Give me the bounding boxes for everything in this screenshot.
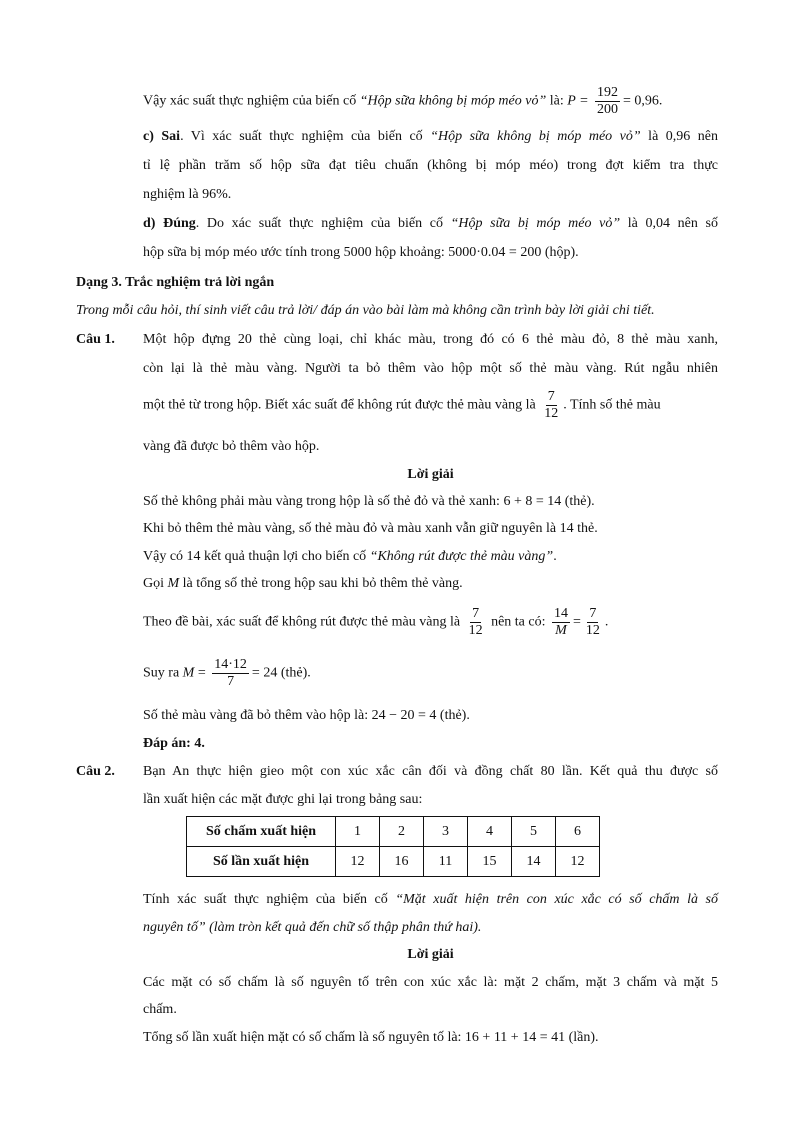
q1-solution-step-6: Suy ra M = $\frac{14\cdot 12}{7}$ = 24 (thẻ). <box>143 657 311 689</box>
q1-solution-step-1: Số thẻ không phải màu vàng trong hộp là số thẻ đỏ và thẻ xanh: 6 + 8 = 14 (thẻ). <box>143 494 595 509</box>
fraction-14-m: $\frac{14}{M}$ <box>553 606 568 638</box>
table-cell: 11 <box>424 847 468 877</box>
part-b-conclusion: Vậy xác suất thực nghiệm của biến cố “Hộp sữa không bị móp méo vỏ” là: P = $\frac{192}{200}$ = 0,96. <box>143 85 663 117</box>
question-1-line-3: một thẻ từ trong hộp. Biết xác suất để không rút được thẻ màu vàng là $\frac{7}{12}$ . Tính số thẻ màu <box>143 389 661 421</box>
fraction-14x12-7: $\frac{14\cdot 12}{7}$ <box>214 657 247 689</box>
q2-solution-step-2: chấm. <box>143 1002 177 1017</box>
q1-solution-step-4: Gọi M là tổng số thẻ trong hộp sau khi bỏ thêm thẻ vàng. <box>143 576 463 591</box>
table-header-cell: Số chấm xuất hiện <box>187 817 336 847</box>
dice-frequency-table <box>186 816 600 877</box>
solution-title-1: Lời giải <box>407 467 454 482</box>
part-c-line-2: tỉ lệ phần trăm số hộp sữa đạt tiêu chuẩn (không bị móp méo) trong đợt kiểm tra thực <box>143 158 718 173</box>
table-row <box>187 847 600 877</box>
section-instruction: Trong mỗi câu hỏi, thí sinh viết câu trả lời/ đáp án vào bài làm mà không cần trình bày lời giải chi tiết. <box>76 303 655 318</box>
table-cell: 12 <box>336 847 380 877</box>
question-1-line-4: vàng đã được bỏ thêm vào hộp. <box>143 439 320 454</box>
part-c-line-1: c) Sai. Vì xác suất thực nghiệm của biến cố “Hộp sữa không bị móp méo vỏ” là 0,96 nên <box>143 129 718 144</box>
question-2-line-2: lần xuất hiện các mặt được ghi lại trong bảng sau: <box>143 792 423 807</box>
table-cell: 14 <box>512 847 556 877</box>
table-cell: 6 <box>556 817 600 847</box>
section-title: Dạng 3. Trắc nghiệm trả lời ngắn <box>76 275 275 290</box>
question-1-label: Câu 1. <box>76 332 115 347</box>
q1-answer: Đáp án: 4. <box>143 736 205 751</box>
question-2-label: Câu 2. <box>76 764 115 779</box>
question-1-line-1: Một hộp đựng 20 thẻ cùng loại, chỉ khác màu, trong đó có 6 thẻ màu đỏ, 8 thẻ màu xanh, <box>143 332 718 347</box>
question-2-prompt-line-2: nguyên tố” (làm tròn kết quả đến chữ số thập phân thứ hai). <box>143 920 482 935</box>
fraction-7-12: $\frac{7}{12}$ <box>544 389 559 421</box>
question-2-prompt-line-1: Tính xác suất thực nghiệm của biến cố “Mặt xuất hiện trên con xúc xắc có số chấm là số <box>143 892 718 907</box>
table-cell: 5 <box>512 817 556 847</box>
q1-solution-step-2: Khi bỏ thêm thẻ màu vàng, số thẻ màu đỏ và màu xanh vẫn giữ nguyên là 14 thẻ. <box>143 521 598 536</box>
solution-title-2: Lời giải <box>407 947 454 962</box>
question-2-line-1: Bạn An thực hiện gieo một con xúc xắc cân đối và đồng chất 80 lần. Kết quả thu được số <box>143 764 718 779</box>
table-cell: 3 <box>424 817 468 847</box>
table-row <box>187 817 600 847</box>
q2-solution-step-1: Các mặt có số chấm là số nguyên tố trên con xúc xắc là: mặt 2 chấm, mặt 3 chấm và mặt 5 <box>143 975 718 990</box>
table-cell: 2 <box>380 817 424 847</box>
fraction-7-12-c: $\frac{7}{12}$ <box>585 606 600 638</box>
fraction-192-200: $\frac{192}{200}$ <box>597 85 619 117</box>
q1-solution-step-7: Số thẻ màu vàng đã bỏ thêm vào hộp là: 24 − 20 = 4 (thẻ). <box>143 708 470 723</box>
part-c-line-3: nghiệm là 96%. <box>143 187 232 202</box>
question-1-line-2: còn lại là thẻ màu vàng. Người ta bỏ thêm vào hộp một số thẻ màu vàng. Rút ngẫu nhiên <box>143 361 718 376</box>
q2-solution-step-3: Tổng số lần xuất hiện mặt có số chấm là số nguyên tố là: 16 + 11 + 14 = 41 (lần). <box>143 1030 599 1045</box>
part-d-line-1: d) Đúng. Do xác suất thực nghiệm của biến cố “Hộp sữa bị móp méo vỏ” là 0,04 nên số <box>143 216 718 231</box>
q1-solution-step-5: Theo đề bài, xác suất để không rút được thẻ màu vàng là $\frac{7}{12}$ nên ta có: $\frac{14}{M}$ = $\frac{7}{12}$ . <box>143 606 609 638</box>
table-cell: 12 <box>556 847 600 877</box>
fraction-7-12-b: $\frac{7}{12}$ <box>468 606 483 638</box>
q1-solution-step-3: Vậy có 14 kết quả thuận lợi cho biến cố “Không rút được thẻ màu vàng”. <box>143 549 557 564</box>
table-header-cell: Số lần xuất hiện <box>187 847 336 877</box>
table-cell: 15 <box>468 847 512 877</box>
table-cell: 16 <box>380 847 424 877</box>
part-d-line-2: hộp sữa bị móp méo ước tính trong 5000 hộp khoảng: 5000·0.04 = 200 (hộp). <box>143 245 579 260</box>
table-cell: 1 <box>336 817 380 847</box>
table-cell: 4 <box>468 817 512 847</box>
